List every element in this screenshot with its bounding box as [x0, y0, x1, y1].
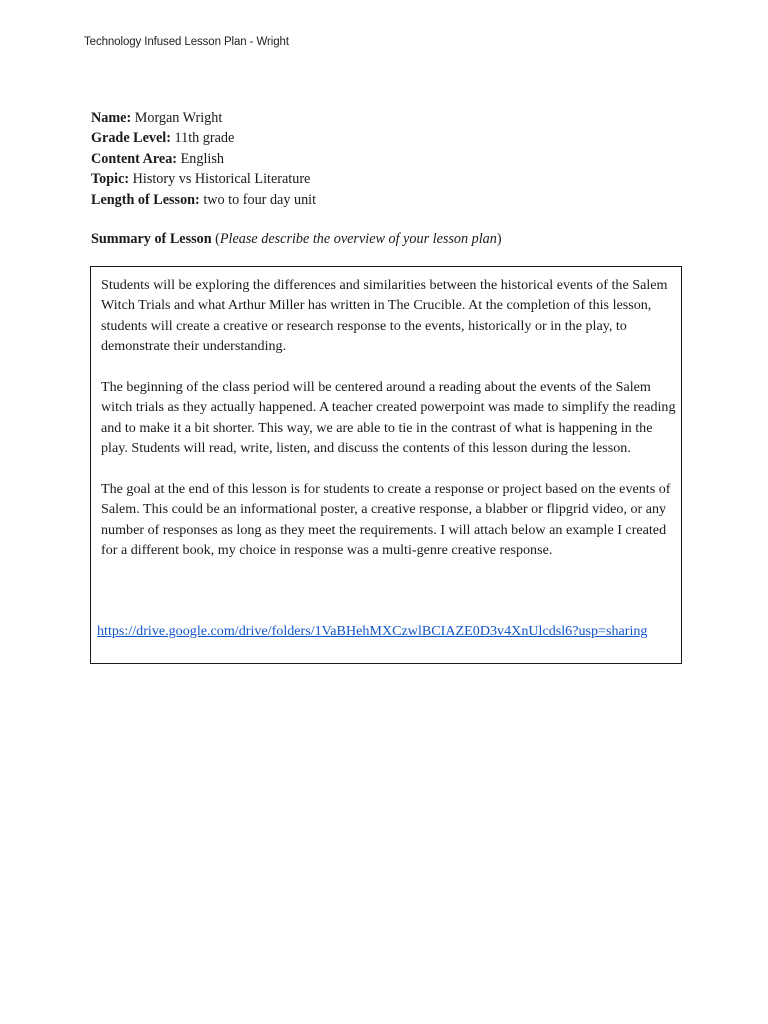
summary-close-paren: ) — [496, 231, 502, 247]
name-field — [91, 108, 316, 128]
summary-open-paren: ( — [211, 231, 220, 247]
lesson-length-field — [91, 190, 316, 210]
summary-hint: Please describe the overview of your lesson plan — [219, 231, 497, 247]
content-area-value: English — [180, 150, 224, 167]
lesson-length-value: two to four day unit — [203, 191, 317, 208]
summary-paragraph-3: The goal at the end of this lesson is for students to create a response or project based on the events of Salem. This could be an informational poster, a creative response, a blabber or flipgrid video, or any number of responses as long as they meet the requirements. I will attach below an example I created for a different book, my choice in response was a multi-genre creative response. — [101, 481, 671, 559]
summary-box — [90, 266, 682, 664]
grade-level-value: 11th grade — [174, 130, 235, 147]
summary-heading — [91, 229, 502, 249]
summary-paragraph-2: The beginning of the class period will be centered around a reading about the events of the Salem witch trials as they actually happened. A teacher created powerpoint was made to simplify the reading and to make it a bit shorter. This way, we are able to tie in the contrast of what is happening in the play. Students will read, write, listen, and discuss the contents of this lesson during the lesson. — [101, 379, 676, 457]
grade-level-label: Grade Level: — [91, 130, 171, 147]
topic-field — [91, 169, 316, 189]
name-label: Name: — [91, 110, 132, 126]
content-area-label: Content Area: — [91, 150, 178, 167]
topic-label: Topic: — [91, 171, 130, 188]
grade-level-field — [91, 128, 316, 148]
summary-label: Summary of Lesson — [91, 231, 212, 247]
summary-paragraph-1: Students will be exploring the differences and similarities between the historical events of the Salem Witch Trials and what Arthur Miller has written in The Crucible. At the completion of this lesson, students will create a creative or research response to the events, historically or in the play, to demonstrate their understanding. — [101, 277, 668, 355]
lesson-length-label: Length of Lesson: — [91, 191, 200, 208]
name-value: Morgan Wright — [134, 110, 223, 126]
drive-folder-link[interactable]: https://drive.google.com/drive/folders/1VaBHehMXCzwlBCIAZE0D3v4XnUlcdsl6?usp=sharing — [97, 623, 648, 639]
page-header: Technology Infused Lesson Plan - Wright — [84, 36, 289, 48]
summary-text — [101, 275, 677, 581]
topic-value: History vs Historical Literature — [132, 171, 311, 188]
lesson-info-fields — [91, 108, 316, 210]
content-area-field — [91, 149, 316, 169]
